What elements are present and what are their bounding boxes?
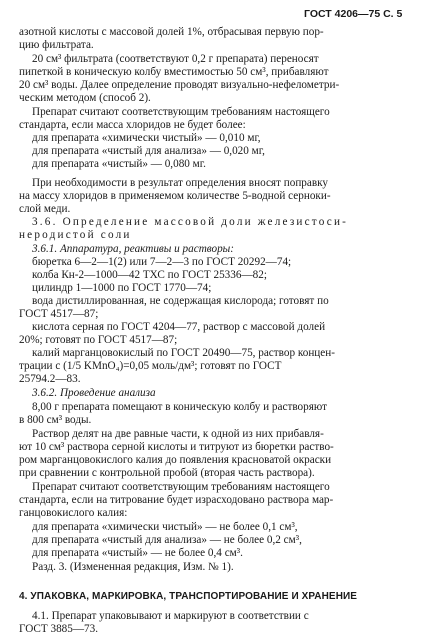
- text-line: для препарата «чистый для анализа» — не более 0,2 см³,: [32, 534, 302, 546]
- text-line: 20 см³ воды. Далее определение проводят визуально-нефелометри-: [19, 79, 340, 91]
- amendment-note: Разд. 3. (Измененная редакция, Изм. № 1).: [32, 561, 234, 573]
- text-line: ют 10 см³ раствора серной кислоты и титруют из бюретки раство-: [19, 441, 334, 453]
- text-line: колба Кн-2—1000—42 ТХС по ГОСТ 25336—82;: [32, 269, 267, 281]
- text-line: Препарат считают соответствующим требованиям настоящего: [32, 481, 330, 493]
- text-line: стандарта, если масса хлоридов не будет более:: [19, 119, 246, 131]
- text-line: на массу хлоридов в применяемом количестве 5-водной серноки-: [19, 190, 331, 202]
- text-line: вода дистиллированная, не содержащая кислорода; готовят по: [32, 295, 329, 307]
- text-line: трации с (1/5 KMnO₄)=0,05 моль/дм³; готовят по ГОСТ: [19, 360, 282, 372]
- text-line: Раствор делят на две равные части, к одной из них прибавля-: [32, 428, 324, 440]
- text-line: для препарата «чистый для анализа» — 0,020 мг,: [32, 145, 265, 157]
- text-line: пипеткой в коническую колбу вместимостью 50 см³, прибавляют: [19, 66, 329, 78]
- text-line: для препарата «чистый» — не более 0,4 см³.: [32, 547, 243, 559]
- subsection-heading: 3.6.1. Аппаратура, реактивы и растворы:: [32, 243, 234, 255]
- text-line: для препарата «химически чистый» — 0,010 мг,: [32, 132, 261, 144]
- text-line: 8,00 г препарата помещают в коническую колбу и растворяют: [32, 401, 327, 413]
- page-header: ГОСТ 4206—75 С. 5: [304, 8, 403, 20]
- text-line: Препарат считают соответствующим требованиям настоящего: [32, 106, 330, 118]
- section-heading: 3.6. Определение массовой доли железистоси-: [32, 216, 349, 228]
- section-heading: неродистой соли: [19, 229, 132, 241]
- text-line: бюретка 6—2—1(2) или 7—2—3 по ГОСТ 20292—74;: [32, 256, 292, 268]
- text-line: для препарата «химически чистый» — не более 0,1 см³,: [32, 521, 298, 533]
- text-line: 4.1. Препарат упаковывают и маркируют в соответствии с: [32, 610, 309, 622]
- text-line: ром марганцовокислого калия до появления красноватой окраски: [19, 454, 332, 466]
- text-line: 25794.2—83.: [19, 373, 81, 385]
- text-line: цилиндр 1—1000 по ГОСТ 1770—74;: [32, 282, 212, 294]
- text-line: слой меди.: [19, 203, 71, 215]
- text-line: калий марганцовокислый по ГОСТ 20490—75, раствор концен-: [32, 347, 335, 359]
- text-line: стандарта, если на титрование будет израсходовано раствора мар-: [19, 494, 334, 506]
- text-line: ГОСТ 3885—73.: [19, 623, 99, 635]
- text-line: ганцовокислого калия:: [19, 507, 128, 519]
- subsection-heading: 3.6.2. Проведение анализа: [32, 387, 156, 399]
- text-line: азотной кислоты с массовой долей 1%, отбрасывая первую пор-: [19, 26, 324, 38]
- text-line: для препарата «чистый» — 0,080 мг.: [32, 158, 206, 170]
- text-line: кислота серная по ГОСТ 4204—77, раствор с массовой долей: [32, 321, 326, 333]
- text-line: в 800 см³ воды.: [19, 414, 92, 426]
- text-line: при сравнении с контрольной пробой (вторая часть раствора).: [19, 467, 315, 479]
- section-title: 4. УПАКОВКА, МАРКИРОВКА, ТРАНСПОРТИРОВАНИЕ И ХРАНЕНИЕ: [19, 591, 358, 602]
- text-line: ГОСТ 4517—87;: [19, 308, 99, 320]
- text-line: 20%; готовят по ГОСТ 4517—87;: [19, 334, 178, 346]
- text-line: ческим методом (способ 2).: [19, 92, 151, 104]
- text-line: цию фильтрата.: [19, 39, 94, 51]
- text-line: 20 см³ фильтрата (соответствуют 0,2 г препарата) переносят: [32, 53, 319, 65]
- text-line: При необходимости в результат определения вносят поправку: [32, 177, 329, 189]
